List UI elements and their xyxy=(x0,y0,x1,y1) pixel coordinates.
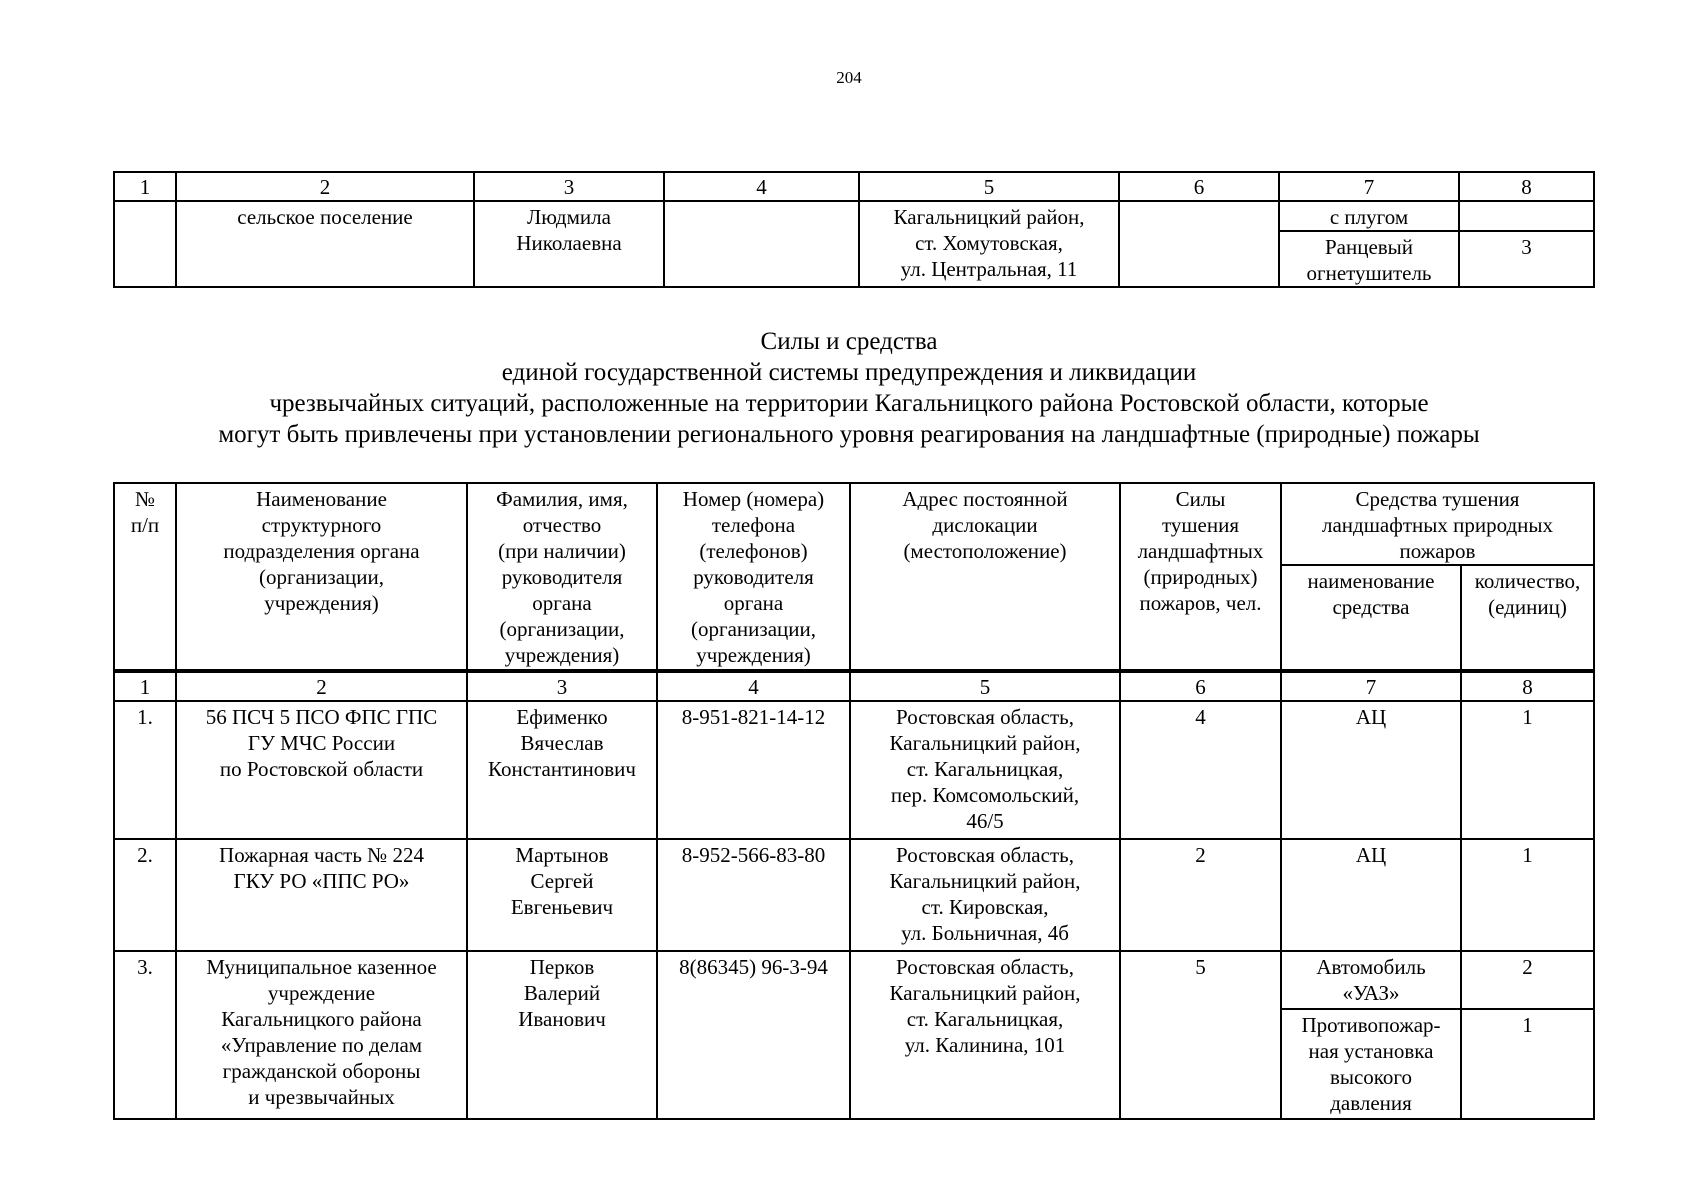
text-line: сельское поселение xyxy=(237,205,413,229)
text-line: давления xyxy=(1330,1091,1412,1115)
text-line: количество, xyxy=(1474,569,1581,593)
column-number: 4 xyxy=(664,172,859,201)
text-line: Мартынов xyxy=(515,843,609,867)
text-line: Ефименко xyxy=(516,705,608,729)
text-line: органа xyxy=(723,591,784,615)
text-line: (организации, xyxy=(499,617,625,641)
text-line: Автомобиль xyxy=(1316,955,1426,979)
text-line: ландшафтных xyxy=(1137,539,1264,563)
text-line: Ростовская область, xyxy=(896,705,1074,729)
organization-cell xyxy=(176,701,467,839)
means-count-cell xyxy=(1459,201,1594,231)
means-name-cell xyxy=(1281,1009,1461,1119)
text-line: Людмила xyxy=(527,205,611,229)
header-address xyxy=(850,483,1120,671)
text-line: высокого xyxy=(1329,1065,1413,1089)
text-line: Кагальницкий район, xyxy=(889,981,1081,1005)
text-line: ул. Центральная, 11 xyxy=(900,257,1078,281)
means-name-cell xyxy=(1281,839,1461,951)
text-line: Противопожар- xyxy=(1301,1013,1441,1037)
text-line: структурного xyxy=(261,513,382,537)
organization-cell xyxy=(176,951,467,1119)
text-line: Силы xyxy=(1175,487,1226,511)
text-line: Ростовская область, xyxy=(896,843,1074,867)
text-line: с плугом xyxy=(1329,205,1409,229)
text-line: учреждения) xyxy=(504,643,620,667)
text-line: ул. Больничная, 4б xyxy=(901,921,1069,945)
continuation-table xyxy=(113,171,1595,288)
text-line: Сергей xyxy=(530,869,594,893)
header-head-name xyxy=(467,483,657,671)
text-line: Николаевна xyxy=(516,231,622,255)
header-organization xyxy=(176,483,467,671)
address-cell xyxy=(859,201,1119,287)
text-line: Ростовская область, xyxy=(896,955,1074,979)
column-number: 3 xyxy=(467,671,657,701)
table-row xyxy=(114,201,1594,231)
text-line: «УАЗ» xyxy=(1342,981,1400,1005)
text-line: (телефонов) xyxy=(699,539,808,563)
text-line: телефона xyxy=(711,513,796,537)
text-line: органа xyxy=(532,591,592,615)
text-line: Валерий xyxy=(523,981,601,1005)
header-means-count xyxy=(1461,565,1594,671)
text-line: ная установка xyxy=(1308,1039,1434,1063)
column-number: 5 xyxy=(859,172,1119,201)
address-cell xyxy=(850,951,1120,1119)
text-line: Кагальницкого района xyxy=(221,1007,422,1031)
column-number: 4 xyxy=(657,671,850,701)
text-line: Кагальницкий район, xyxy=(889,869,1081,893)
text-line: наименование xyxy=(1307,569,1435,593)
row-number-cell: 2. xyxy=(114,839,176,951)
column-number: 3 xyxy=(474,172,664,201)
column-number: 1 xyxy=(114,671,176,701)
head-name-cell xyxy=(467,701,657,839)
text-line: Перков xyxy=(529,955,595,979)
text-line: огнетушитель xyxy=(1306,261,1432,285)
column-number: 7 xyxy=(1281,671,1461,701)
text-line: пожаров xyxy=(1399,539,1476,563)
text-line: Евгеньевич xyxy=(510,895,614,919)
table-row xyxy=(114,701,1594,839)
title-line: чрезвычайных ситуаций, расположенные на территории Кагальницкого района Ростовской области, которые xyxy=(269,390,1429,417)
text-line: ГКУ РО «ППС РО» xyxy=(233,869,410,893)
text-line: учреждения) xyxy=(696,643,811,667)
text-line: Пожарная часть № 224 xyxy=(219,843,424,867)
text-line: № xyxy=(134,487,156,511)
table-row xyxy=(114,951,1594,1009)
text-line: (единиц) xyxy=(1488,595,1567,619)
text-line: по Ростовской области xyxy=(219,757,424,781)
address-cell xyxy=(850,701,1120,839)
organization-cell xyxy=(176,839,467,951)
text-line: Ранцевый xyxy=(1324,235,1414,259)
table-row xyxy=(114,839,1594,951)
text-line: ул. Калинина, 101 xyxy=(904,1033,1066,1057)
text-line: пер. Комсомольский, xyxy=(890,783,1080,807)
forces-cell: 2 xyxy=(1120,839,1281,951)
text-line: Иванович xyxy=(518,1007,606,1031)
text-line: (при наличии) xyxy=(498,539,626,563)
text-line: подразделения органа xyxy=(223,539,420,563)
column-number: 2 xyxy=(176,671,467,701)
forces-cell xyxy=(1119,201,1279,287)
header-phone xyxy=(657,483,850,671)
column-number: 5 xyxy=(850,671,1120,701)
text-line: ГУ МЧС России xyxy=(247,731,396,755)
text-line: пожаров, чел. xyxy=(1139,591,1262,615)
text-line: АЦ xyxy=(1355,843,1387,867)
header-means-group xyxy=(1281,483,1594,565)
text-line: и чрезвычайных xyxy=(248,1085,395,1109)
forces-cell: 5 xyxy=(1120,951,1281,1119)
text-line: ст. Кагальницкая, xyxy=(906,757,1064,781)
text-line: Средства тушения xyxy=(1355,487,1520,511)
text-line: ст. Кагальницкая, xyxy=(906,1007,1064,1031)
text-line: средства xyxy=(1332,595,1410,619)
text-line: (местоположение) xyxy=(903,539,1067,563)
text-line: дислокации xyxy=(932,513,1038,537)
text-line: Фамилия, имя, xyxy=(496,487,628,511)
means-name-cell xyxy=(1281,701,1461,839)
address-cell xyxy=(850,839,1120,951)
forces-means-table xyxy=(113,482,1595,1120)
column-number: 6 xyxy=(1119,172,1279,201)
head-name-cell xyxy=(467,839,657,951)
text-line: Наименование xyxy=(256,487,387,511)
title-line: единой государственной системы предупреждения и ликвидации xyxy=(501,359,1197,386)
organization-cell xyxy=(176,201,474,287)
text-line: 46/5 xyxy=(966,809,1004,833)
text-line: учреждение xyxy=(267,981,376,1005)
means-count-cell: 2 xyxy=(1461,951,1594,1009)
phone-cell: 8-951-821-14-12 xyxy=(657,701,850,839)
head-name-cell xyxy=(474,201,664,287)
text-line: ст. Кировская, xyxy=(921,895,1049,919)
column-number: 2 xyxy=(176,172,474,201)
text-line: ст. Хомутовская, xyxy=(915,231,1063,255)
row-number-cell: 3. xyxy=(114,951,176,1119)
head-name-cell xyxy=(467,951,657,1119)
text-line: (природных) xyxy=(1143,565,1258,589)
text-line: 56 ПСЧ 5 ПСО ФПС ГПС xyxy=(205,705,438,729)
row-number-cell: 1. xyxy=(114,701,176,839)
column-number: 1 xyxy=(114,172,176,201)
page-number: 204 xyxy=(836,68,862,87)
column-number-row xyxy=(114,172,1594,201)
means-count-cell: 1 xyxy=(1461,1009,1594,1119)
text-line: руководителя xyxy=(693,565,814,589)
means-name-cell xyxy=(1281,951,1461,1009)
text-line: тушения xyxy=(1161,513,1240,537)
text-line: учреждения) xyxy=(264,591,379,615)
column-number: 8 xyxy=(1459,172,1594,201)
text-line: Номер (номера) xyxy=(682,487,825,511)
means-count-cell: 3 xyxy=(1459,231,1594,287)
means-count-cell: 1 xyxy=(1461,839,1594,951)
phone-cell: 8(86345) 96-3-94 xyxy=(657,951,850,1119)
text-line: Кагальницкий район, xyxy=(893,205,1085,229)
header-row xyxy=(114,483,1594,565)
column-number: 7 xyxy=(1279,172,1459,201)
column-number: 8 xyxy=(1461,671,1594,701)
text-line: Муниципальное казенное xyxy=(206,955,437,979)
means-name-cell xyxy=(1279,201,1459,231)
means-name-cell xyxy=(1279,231,1459,287)
forces-cell: 4 xyxy=(1120,701,1281,839)
text-line: руководителя xyxy=(501,565,623,589)
text-line: гражданской обороны xyxy=(222,1059,421,1083)
column-number-row xyxy=(114,671,1594,701)
text-line: Адрес постоянной xyxy=(902,487,1068,511)
text-line: Кагальницкий район, xyxy=(889,731,1081,755)
row-number-cell xyxy=(114,201,176,287)
text-line: (организации, xyxy=(259,565,384,589)
title-line: могут быть привлечены при установлении регионального уровня реагирования на ландшафтные (природные) пожары xyxy=(218,421,1480,448)
text-line: АЦ xyxy=(1355,705,1387,729)
text-line: п/п xyxy=(130,513,160,537)
header-means-name xyxy=(1281,565,1461,671)
header-forces xyxy=(1120,483,1281,671)
phone-cell xyxy=(664,201,859,287)
title-line: Силы и средства xyxy=(760,328,938,355)
text-line: «Управление по делам xyxy=(220,1033,423,1057)
phone-cell: 8-952-566-83-80 xyxy=(657,839,850,951)
text-line: отчество xyxy=(522,513,602,537)
means-count-cell: 1 xyxy=(1461,701,1594,839)
column-number: 6 xyxy=(1120,671,1281,701)
section-title xyxy=(0,326,1698,450)
text-line: Константинович xyxy=(488,757,636,781)
text-line: (организации, xyxy=(691,617,816,641)
text-line: ландшафтных природных xyxy=(1322,513,1553,537)
header-num xyxy=(114,483,176,671)
text-line: Вячеслав xyxy=(520,731,604,755)
